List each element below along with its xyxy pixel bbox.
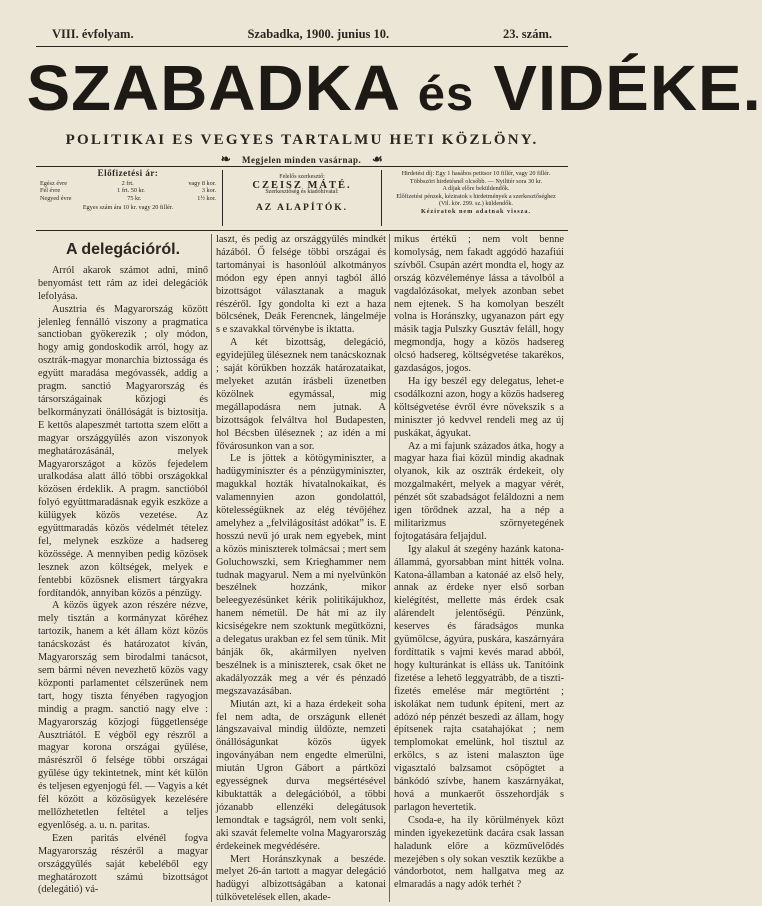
paragraph: Le is jöttek a kötögyminiszter, a hadügyminiszter és a pénzügyminiszter, magukkal hozták hivatalnokaikat, és valamennyien azon gondolattól, kötelességüknek az elég tévőjéhez amelyhez a „felvilágosítást adókat” is. E hosszú nevű jó urak nem egyebek, mint a közös miniszterek tolmácsai ; mert sem Goluchowszki, sem Krieghammer nem tudnak magyarul. Nem a mi nyelvünkön beszélnek hozzánk, mikor beleegyezésünket kérik politikájukhoz, hanem németül. De hát mi az ily kicsiségekre nem szoktunk megütközni, a delegatus urakban ez fel sem tűnik. Mit bánják ők, akármilyen nyelven beszélnek is a miniszterek, csak őket ne akadályozzák meg a vér és pénzadó megszavazásában.	[216, 453, 386, 697]
subscription-row-alt: 1½ kor.	[197, 194, 216, 202]
column-divider	[211, 234, 212, 902]
ad-line: Többszöri hirdetésnél olcsóbb. — Nyilttér sora 30 kr.	[409, 177, 543, 185]
paragraph: mikus értékű ; nem volt benne komolyság, nem fakadt aggódó hazafiúi szívből. Csupán azért mondta el, hogy az ország közvéleménye lássa a távolból a vagdalózásokat, melyek azonban sebet nem ejtenek. S ha komolyan beszélt volna is Horánszky, ugyanazon párt egy másik tagja Pulszky Gusztáv feláll, hogy megmondja, hogy a közös hadsereg olcsó hadsereg, költségvetése takarékos, gazdaságos, jogos.	[394, 234, 564, 375]
article-column-1	[38, 234, 208, 902]
paragraph: Miután azt, ki a haza érdekeit soha fel nem adta, de országunk ellenét lángszavaival mindig üldözte, nemzeti önállóságunkat közös ügyek ingoványában nem engedte elmerülni, miután Ugron Gábort a pártközi egyességnek durva megsértésével kibuktatták a delegációból, a többi józanabb ellenzéki delegátusok lemondtak e tagságról, nem volt senki, aki szavát felemelte volna Magyarország érdekeinek megvédésére.	[216, 698, 386, 852]
volume-label: VIII. évfolyam.	[52, 26, 134, 41]
subscription-row-label: Egész évre	[40, 179, 67, 187]
masthead-part2: VIDÉKE.	[493, 52, 762, 124]
single-issue-price: Egyes szám ára 10 kr. vagy 20 fillér.	[82, 204, 174, 211]
appears-label: Megjelen minden vasárnap.	[242, 155, 362, 165]
ornament-left-icon: ❧	[220, 152, 232, 166]
column-divider	[389, 234, 390, 902]
masthead-title	[26, 48, 762, 128]
subscription-title: Előfizetési ár:	[97, 168, 159, 178]
ornament-right-icon: ☙	[372, 152, 384, 166]
publication-frequency	[36, 152, 568, 167]
editorial-office-label: Szerkesztőség és kiadóhivatal:	[265, 189, 339, 195]
subscription-row-alt: 3 kor.	[201, 187, 216, 194]
paragraph: Ausztria és Magyarország között jelenleg fennálló viszony a pragmatica sanctioban gyökerezik ; oly módon, hogy amig gondoskodik arról, hogy az osztrák-magyar monarchia biztossága és együtt maradása megóvassék, addig a pragm. sanctió Magyarország és társországainak közjogi és belkormányzati önállóságát is biztosítja. E kettős alapeszmét tartotta szem előtt a magyar országgyűlés azon viszonyok meghatározásánál, melyek Magyarországot a közös fejedelem uralkodása alatt álló többi országokkal közösen érdeklik. A pragm. sanctióból folyó együttmaradásnak egyik eszköze a külügyek közös vezetése. Az együttmaradás közös védelmét tételez fel, melynek eszköze a hadsereg közössége. A mennyiben pedig közösek lesznek azon költségek, melyek e fentebbi közösnek elismert tárgyakra fordítandók, annyiban közös a pénzügy.	[38, 303, 208, 599]
paragraph: Igy alakul át szegény hazánk katona-állammá, gyorsabban mint hitték volna. Katona-államban a katonáé az első hely, annak az érdeke nyer első sorban kielégítést, mellette más érdek csak alárendelt jelentőségű. Pénzünk, keserves és fáradságos munka gyümölcse, ágyúra, puskára, kaszárnyára fordíttatik s vajmi kevés marad abból, hogy kulturánkat is elláss uk. Tanítóink fizetése a lehető leggyatrább, de a tiszti-fizetés emelése már megtörtént ; iskolákat nem tudunk építeni, mert az adózó nép pénzét beszedi az állam, hogy építsenek rajta csatahajókat ; nem templomokat emelünk, hol tisztul az erkölcs, s az isteni malaszton üge vigasztaló balzsamot csöpögtet a bánkódó szívbe, hanem kaszárnyákat, hová a munkaerőt összehordják s parlagon hevertetik.	[394, 543, 564, 813]
ad-line: (Vil. kör. 299. sz.) küldendők.	[438, 200, 514, 207]
masthead-subtitle: POLITIKAI ES VEGYES TARTALMU HETI KÖZLÖNY.	[65, 132, 539, 148]
ad-line: A díjak előre beküldendők.	[442, 185, 510, 192]
subscription-row-alt: vagy 8 kor.	[188, 179, 216, 187]
article-column-2	[216, 234, 386, 902]
advertising-box	[386, 170, 566, 226]
paragraph: Ha így beszél egy delegatus, lehet-e csodálkozni azon, hogy a közös hadsereg költségvetése évről évre növekszik s a miniszter jó kedvvel rendeli meg az új puskákat, ágyukat.	[394, 375, 564, 439]
paragraph: Az a mi fajunk százados átka, hogy a magyar haza fiai közül mindig akadnak olyanok, kik az osztrák érdekeit, oly mozgalmakért, melyek a magyar vérét, pénzét sőt szabadságot feláldozni a nem igen törődnek azzal, ha a nép a militarizmus szörnyetegének fojtogatására feljajdul.	[394, 440, 564, 542]
subscription-row-label: Negyed évre	[40, 194, 72, 202]
editor-role: Felelős szerkesztő:	[279, 174, 325, 180]
masthead-bottom-rule	[36, 166, 568, 167]
subscription-row	[40, 180, 216, 188]
subscription-row-price: 2 frt.	[121, 179, 134, 187]
editor-box	[222, 170, 382, 226]
article-column-3	[394, 234, 564, 902]
ad-line: Hirdetési díj: Egy 1 hasábos petitsor 10 fillér, vagy 20 fillér.	[401, 170, 551, 177]
article-headline: A delegációról.	[65, 241, 181, 258]
paragraph: Ezen paritás elvénél fogva Magyarország részéről a magyar országgyűlés saját kebeléből egy meghatározott számú bizottságot (delegátió) vá-	[38, 832, 208, 896]
ad-line: Előfizetési pénzek, kéziratok s hirdetmények a szerkesztőséghez	[396, 192, 556, 200]
subscription-row-price: 75 kr.	[127, 194, 142, 202]
issue-info-line	[52, 24, 552, 44]
masthead-es: és	[417, 68, 475, 121]
paragraph: Csoda-e, ha ily körülmények közt minden igyekezetünk dacára csak lassan haladunk előre a közművelődés mezejében s oly sokan vesztik kezükbe a vándorbotot, nem hallgatva meg az elmaradás a nagy adók terhét ?	[394, 814, 564, 891]
subscription-row	[40, 187, 216, 195]
paragraph: Mert Horánszkynak a beszéde. melyet 26-án tartott a magyar delegáció hadügyi albizottságában a katonai túlkövetelések ellen, akade-	[216, 853, 386, 904]
subscription-row	[40, 195, 216, 203]
subscription-row-label: Fél évre	[40, 187, 61, 194]
paragraph: A közös ügyek azon részére nézve, mely tisztán a kormányzat köréhez tartozik, hanem a két állam közt közös tanácskozást és határozatot kíván, Magyarország sem birodalmi tanácsot, sem bármi néven nevezhető közös vagy központi parlamentet célszerűnek nem tart, hogy tiszta fényében ragyogjon mindig a pragm. sanctió nagy elve : Magyarország közjogi függetlensége Ausztriától. E végből egy részről a magyar korona országai gyűlése, másrészről ő felsége többi országai gyűlése úgy tekintetnek, mint két külön és teljesen egyenjogú fél. — Vagyis a két fél között a közösügyek kezelésére mellőzhetetlen feltétel a teljes egyenlőség. a. u. n. paritas.	[38, 600, 208, 831]
editor-name: CZEISZ MÁTÉ.	[252, 179, 352, 191]
place-date-label: Szabadka, 1900. junius 10.	[247, 26, 390, 41]
editorial-address: AZ ALAPÍTÓK.	[255, 202, 349, 213]
paragraph: laszt, és pedig az országgyűlés mindkét házából. Ő felsége többi országai és tartományai is hasonlóúl alkotmányos módon egy épen annyi tagból álló bizottságot választanak a maguk részéről. Igy gondolta ki ezt a haza bölcsének, Deák Ferencnek, lángelméje s e szavakkal törvénybe is iktatta.	[216, 234, 386, 336]
subscription-row-price: 1 frt. 50 kr.	[117, 187, 145, 194]
issue-number-label: 23. szám.	[503, 26, 552, 41]
ad-line: Kéziratok nem adatnak vissza.	[420, 207, 532, 215]
top-rule	[36, 46, 568, 47]
paragraph: Arról akarok számot adni, minő benyomást tett rám az idei delegációk lefolyása.	[38, 264, 208, 302]
paragraph: A két bizottság, delegáció, egyidejűleg üléseznek nem tanácskoznak ; saját körükben hozzák határozataikat, melyeket azután írásbeli üzenetben közölnek egymással, mig megállapodásra nem jutnak. A bizottságok felváltva hol Budapesten, hol Bécsben üléseznek ; az idén a mi fővárosunkon van a sor.	[216, 337, 386, 452]
masthead-part1: SZABADKA	[26, 52, 399, 124]
subscription-box	[40, 170, 216, 226]
header-bottom-rule	[36, 230, 568, 231]
